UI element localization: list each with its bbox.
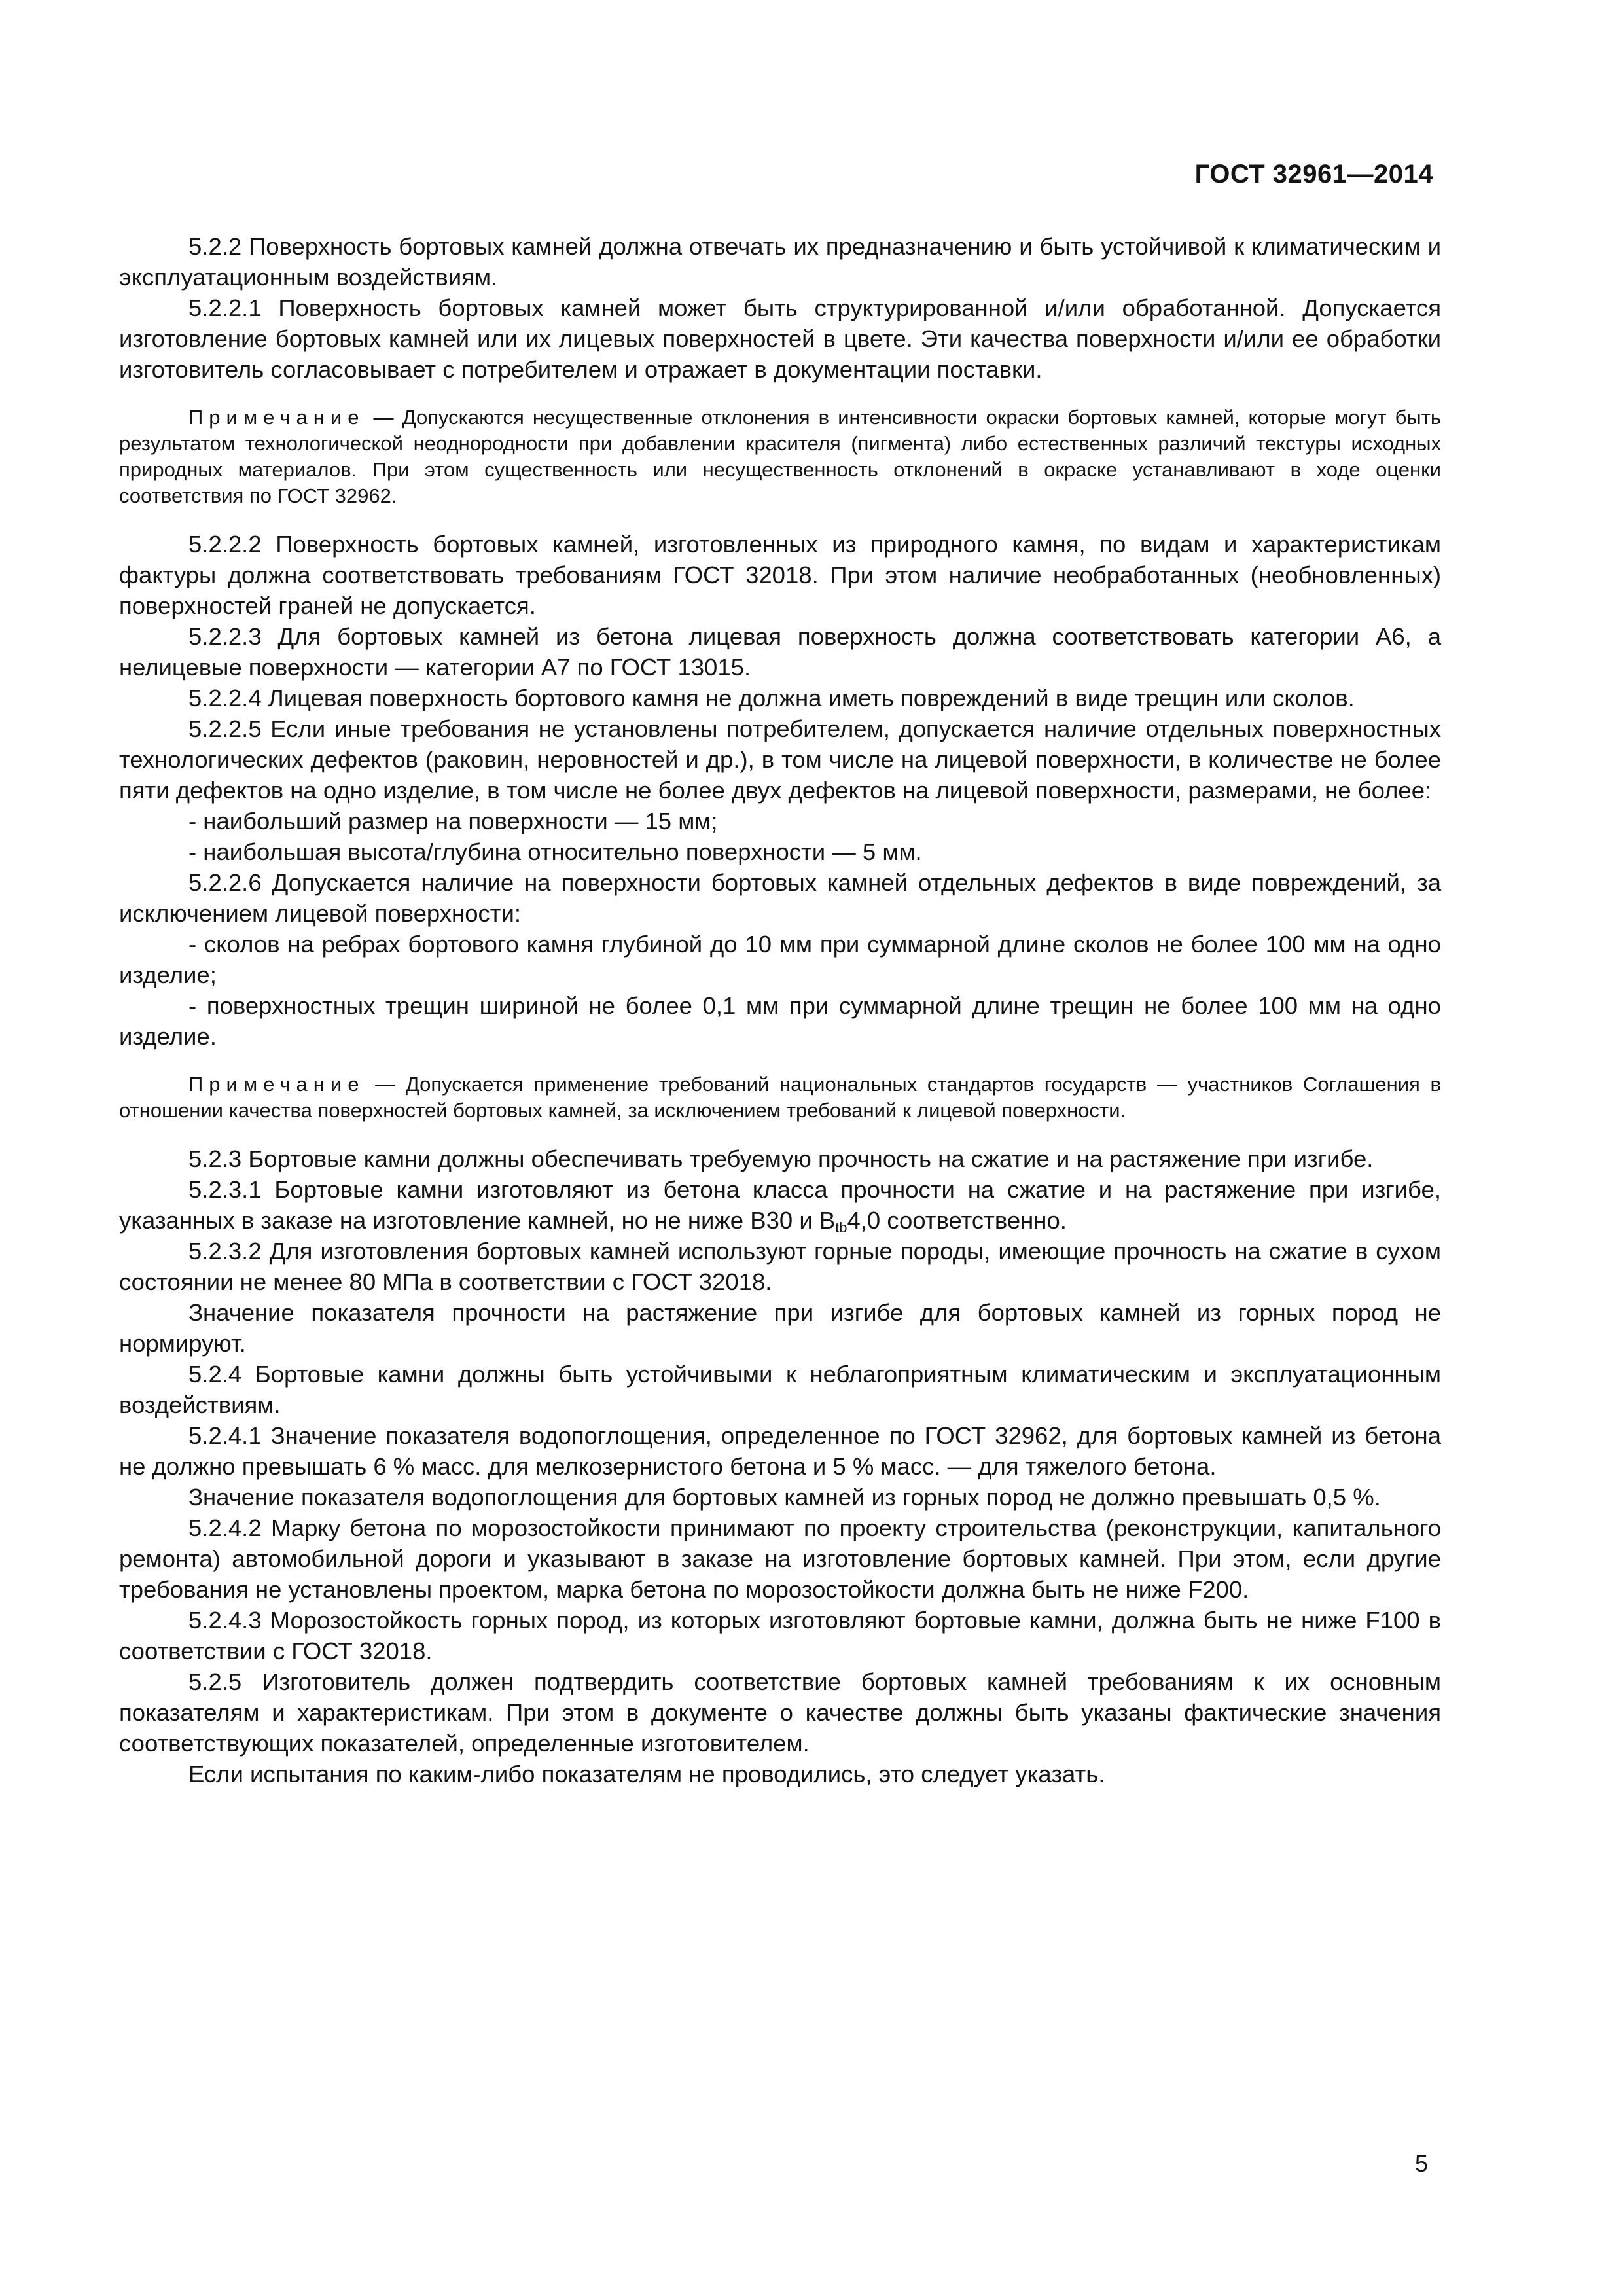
note-2-label: Примечание bbox=[188, 1073, 365, 1096]
paragraph-5-2-3-1-tail: 4,0 соответственно. bbox=[847, 1207, 1067, 1234]
document-header: ГОСТ 32961—2014 bbox=[1194, 160, 1433, 188]
paragraph-5-2-4: 5.2.4 Бортовые камни должны быть устойчивыми к неблагоприятным климатическим и эксплуатационным воздействиям. bbox=[119, 1361, 1441, 1418]
note-2-text: — Допускается применение требований национальных стандартов государств — участников Соглашения в отношении качества поверхностей бортовых камней, за исключением требований к лицевой поверхности. bbox=[119, 1073, 1441, 1122]
paragraph-5-2-2-6: 5.2.2.6 Допускается наличие на поверхности бортовых камней отдельных дефектов в виде повреждений, за исключением лицевой поверхности: bbox=[119, 869, 1441, 927]
paragraph-5-2-4-1: 5.2.4.1 Значение показателя водопоглощения, определенное по ГОСТ 32962, для бортовых камней из бетона не должно превышать 6 % масс. для мелкозернистого бетона и 5 % масс. — для тяжелого бетона. bbox=[119, 1422, 1441, 1480]
note-1-text: — Допускаются несущественные отклонения в интенсивности окраски бортовых камней, которые могут быть результатом технологической неоднородности при добавлении красителя (пигмента) либо естественных различий текстуры исходных природных материалов. При этом существенность или несущественность отклонений в окраске устанавливают в ходе оценки соответствия по ГОСТ 32962. bbox=[119, 406, 1441, 507]
paragraph-5-2-3: 5.2.3 Бортовые камни должны обеспечивать требуемую прочность на сжатие и на растяжение при изгибе. bbox=[188, 1145, 1374, 1172]
note-2 bbox=[119, 1071, 1441, 1124]
paragraph-tests-note: Если испытания по каким-либо показателям не проводились, это следует указать. bbox=[188, 1761, 1105, 1787]
subscript-tb: tb bbox=[835, 1219, 847, 1236]
paragraph-5-2-2-1: 5.2.2.1 Поверхность бортовых камней может быть структурированной и/или обработанной. Допускается изготовление бортовых камней или их лицевых поверхностей в цвете. Эти качества поверхности и/или ее обработки изготовитель согласовывает с потребителем и отражает в документации поставки. bbox=[119, 295, 1441, 383]
paragraph-5-2-2-3: 5.2.2.3 Для бортовых камней из бетона лицевая поверхность должна соответствовать категории А6, а нелицевые поверхности — категории А7 по ГОСТ 13015. bbox=[119, 623, 1441, 681]
paragraph-water-absorption: Значение показателя водопоглощения для бортовых камней из горных пород не должно превышать 0,5 %. bbox=[188, 1484, 1381, 1511]
note-1-label: Примечание bbox=[188, 406, 365, 429]
list-item-cracks: - поверхностных трещин шириной не более 0,1 мм при суммарной длине трещин не более 100 мм на одно изделие. bbox=[119, 992, 1441, 1050]
paragraph-5-2-3-1-text: 5.2.3.1 Бортовые камни изготовляют из бетона класса прочности на сжатие и на растяжение при изгибе, указанных в заказе на изготовление камней, но не ниже В30 и В bbox=[119, 1176, 1441, 1234]
paragraph-5-2-3-2: 5.2.3.2 Для изготовления бортовых камней используют горные породы, имеющие прочность на сжатие в сухом состоянии не менее 80 МПа в соответствии с ГОСТ 32018. bbox=[119, 1238, 1441, 1295]
list-item-max-depth: - наибольшая высота/глубина относительно поверхности — 5 мм. bbox=[188, 838, 922, 865]
list-item-max-size: - наибольший размер на поверхности — 15 мм; bbox=[188, 808, 718, 834]
page-number: 5 bbox=[1414, 2150, 1428, 2177]
paragraph-strength-note: Значение показателя прочности на растяжение при изгибе для бортовых камней из горных пород не нормируют. bbox=[119, 1299, 1441, 1357]
paragraph-5-2-4-3: 5.2.4.3 Морозостойкость горных пород, из которых изготовляют бортовые камни, должна быть не ниже F100 в соответствии с ГОСТ 32018. bbox=[119, 1607, 1441, 1664]
paragraph-5-2-2: 5.2.2 Поверхность бортовых камней должна отвечать их предназначению и быть устойчивой к климатическим и эксплуатационным воздействиям. bbox=[119, 233, 1441, 291]
list-item-chips: - сколов на ребрах бортового камня глубиной до 10 мм при суммарной длине сколов не более 100 мм на одно изделие; bbox=[119, 931, 1441, 988]
paragraph-5-2-5: 5.2.5 Изготовитель должен подтвердить соответствие бортовых камней требованиям к их основным показателям и характеристикам. При этом в документе о качестве должны быть указаны фактические значения соответствующих показателей, определенные изготовителем. bbox=[119, 1668, 1441, 1757]
paragraph-5-2-4-2: 5.2.4.2 Марку бетона по морозостойкости принимают по проекту строительства (реконструкции, капитального ремонта) автомобильной дороги и указывают в заказе на изготовление бортовых камней. При этом, если другие требования не установлены проектом, марка бетона по морозостойкости должна быть не ниже F200. bbox=[119, 1515, 1441, 1603]
paragraph-5-2-3-1 bbox=[119, 1174, 1441, 1236]
paragraph-5-2-2-4: 5.2.2.4 Лицевая поверхность бортового камня не должна иметь повреждений в виде трещин или сколов. bbox=[188, 685, 1355, 711]
note-1 bbox=[119, 404, 1441, 509]
document-body bbox=[119, 231, 1441, 1789]
paragraph-5-2-2-5: 5.2.2.5 Если иные требования не установлены потребителем, допускается наличие отдельных поверхностных технологических дефектов (раковин, неровностей и др.), в том числе на лицевой поверхности, в количестве не более пяти дефектов на одно изделие, в том числе не более двух дефектов на лицевой поверхности, размерами, не более: bbox=[119, 715, 1441, 804]
paragraph-5-2-2-2: 5.2.2.2 Поверхность бортовых камней, изготовленных из природного камня, по видам и характеристикам фактуры должна соответствовать требованиям ГОСТ 32018. При этом наличие необработанных (необновленных) поверхностей граней не допускается. bbox=[119, 531, 1441, 619]
